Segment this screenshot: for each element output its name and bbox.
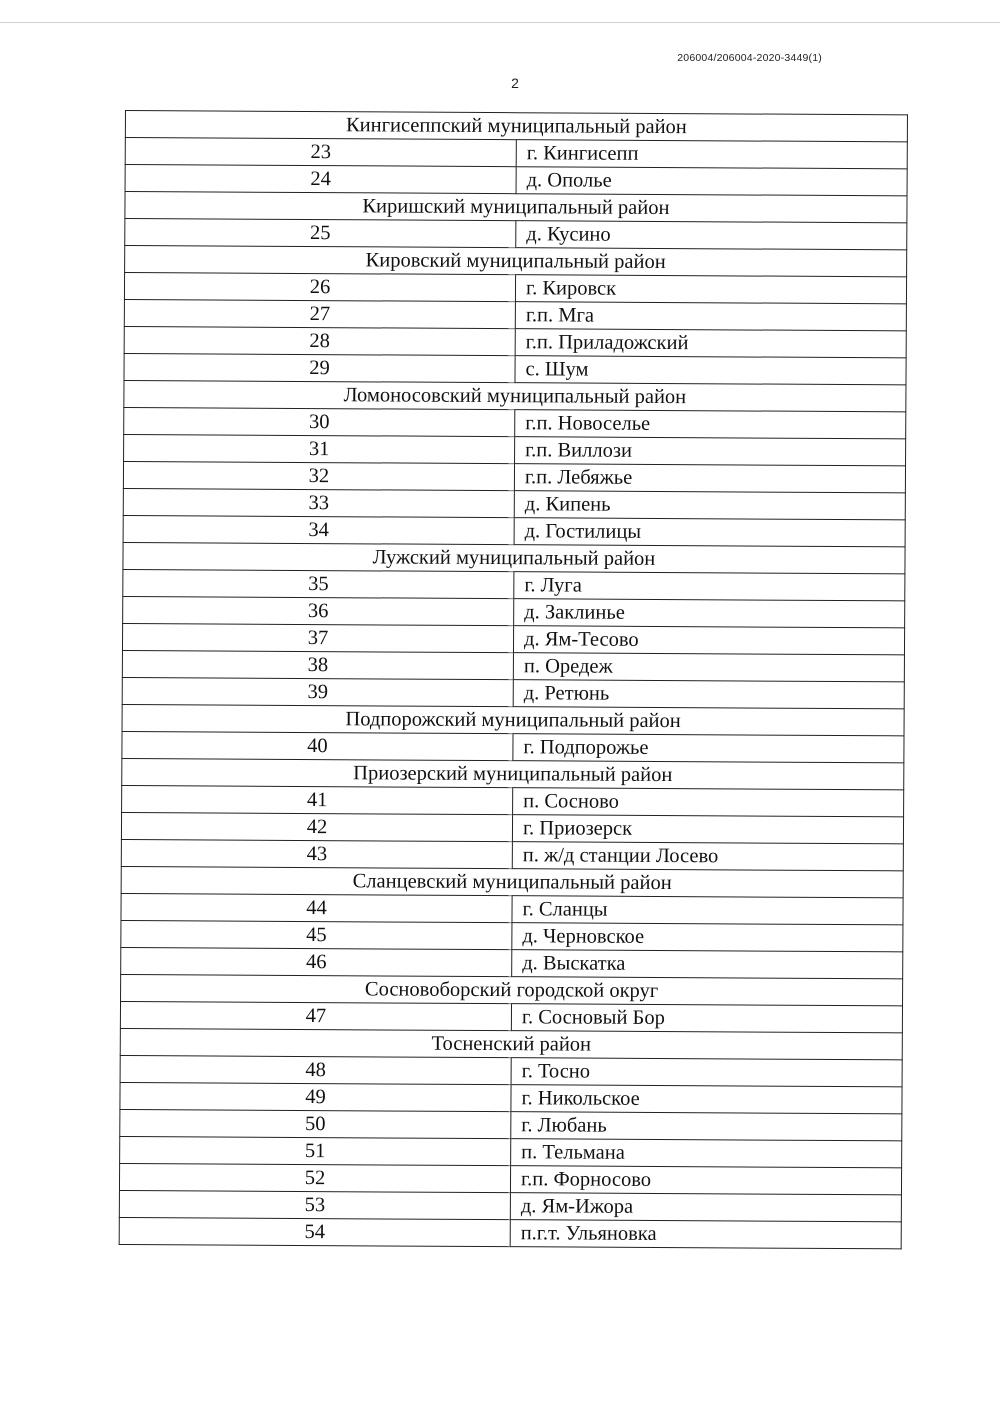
table-row xyxy=(125,138,907,169)
settlement-name: г. Тосно xyxy=(511,1058,902,1087)
settlement-name: г.п. Лебяжье xyxy=(514,464,905,493)
table-row xyxy=(120,1136,902,1167)
settlement-name: п. ж/д станции Лосево xyxy=(512,842,903,871)
settlement-name: д. Черновское xyxy=(512,923,903,952)
row-number: 33 xyxy=(123,488,514,517)
row-number: 28 xyxy=(124,326,515,355)
district-name: Кировский муниципальный район xyxy=(125,246,907,277)
table-row xyxy=(119,1163,901,1194)
row-number: 32 xyxy=(123,461,514,490)
district-name: Сосновоборский городской округ xyxy=(121,974,903,1005)
table-row xyxy=(120,1055,902,1086)
row-number: 43 xyxy=(121,839,512,868)
row-number: 50 xyxy=(120,1109,511,1138)
district-name: Приозерский муниципальный район xyxy=(122,758,904,789)
row-number: 41 xyxy=(122,785,513,814)
settlement-name: д. Гостилицы xyxy=(514,518,905,547)
settlement-name: г. Никольское xyxy=(511,1085,902,1114)
row-number: 45 xyxy=(121,920,512,949)
district-name: Лужский муниципальный район xyxy=(123,542,905,573)
row-number: 47 xyxy=(120,1001,511,1030)
row-number: 40 xyxy=(122,731,513,760)
row-number: 44 xyxy=(121,893,512,922)
settlement-name: г.п. Мга xyxy=(515,302,906,331)
row-number: 29 xyxy=(124,353,515,382)
table-row xyxy=(122,785,904,816)
settlement-name: г. Кировск xyxy=(515,275,906,304)
district-header-row xyxy=(121,866,903,897)
settlements-table-body xyxy=(119,111,907,1249)
row-number: 53 xyxy=(119,1190,510,1219)
document-id: 206004/206004-2020-3449(1) xyxy=(677,52,822,64)
settlements-table xyxy=(119,110,908,1249)
row-number: 30 xyxy=(124,407,515,436)
row-number: 46 xyxy=(121,947,512,976)
settlement-name: п. Тельмана xyxy=(511,1139,902,1168)
top-divider xyxy=(0,22,1000,23)
table-row xyxy=(121,893,903,924)
row-number: 38 xyxy=(122,650,513,679)
row-number: 49 xyxy=(120,1082,511,1111)
row-number: 48 xyxy=(120,1055,511,1084)
row-number: 42 xyxy=(121,812,512,841)
row-number: 26 xyxy=(124,273,515,302)
settlement-name: д. Кипень xyxy=(514,491,905,520)
settlement-name: п.г.т. Ульяновка xyxy=(510,1220,901,1249)
district-header-row xyxy=(122,704,904,735)
settlement-name: д. Ям-Тесово xyxy=(513,626,904,655)
page-number: 2 xyxy=(511,75,519,91)
row-number: 39 xyxy=(122,677,513,706)
table-row xyxy=(121,947,903,978)
settlement-name: д. Ям-Ижора xyxy=(510,1193,901,1222)
row-number: 51 xyxy=(120,1136,511,1165)
table-row xyxy=(122,731,904,762)
row-number: 36 xyxy=(123,596,514,625)
district-name: Кингисеппский муниципальный район xyxy=(125,111,907,142)
district-header-row xyxy=(125,192,907,223)
settlement-name: г. Кингисепп xyxy=(516,140,907,169)
table-row xyxy=(120,1001,902,1032)
settlement-name: г. Любань xyxy=(511,1112,902,1141)
settlement-name: п. Сосново xyxy=(513,788,904,817)
row-number: 23 xyxy=(125,138,516,167)
district-header-row xyxy=(120,1028,902,1059)
table-row xyxy=(121,920,903,951)
settlement-name: д. Заклинье xyxy=(514,599,905,628)
row-number: 24 xyxy=(125,165,516,194)
table-row xyxy=(121,839,903,870)
row-number: 31 xyxy=(124,434,515,463)
district-name: Сланцевский муниципальный район xyxy=(121,866,903,897)
settlement-name: г.п. Приладожский xyxy=(515,329,906,358)
row-number: 52 xyxy=(119,1163,510,1192)
district-header-row xyxy=(121,974,903,1005)
settlement-name: г.п. Форносово xyxy=(510,1166,901,1195)
district-header-row xyxy=(125,111,907,142)
settlement-name: г. Сосновый Бор xyxy=(511,1004,902,1033)
settlement-name: г. Подпорожье xyxy=(513,734,904,763)
settlement-name: д. Ретюнь xyxy=(513,680,904,709)
settlement-name: г. Луга xyxy=(514,572,905,601)
district-name: Киришский муниципальный район xyxy=(125,192,907,223)
table-row xyxy=(120,1109,902,1140)
row-number: 35 xyxy=(123,569,514,598)
row-number: 34 xyxy=(123,515,514,544)
settlement-name: д. Выскатка xyxy=(512,950,903,979)
table-row xyxy=(119,1190,901,1221)
table-row xyxy=(120,1082,902,1113)
settlement-name: п. Оредеж xyxy=(513,653,904,682)
row-number: 25 xyxy=(125,219,516,248)
settlement-name: г. Приозерск xyxy=(512,815,903,844)
district-header-row xyxy=(122,758,904,789)
settlement-name: д. Кусино xyxy=(516,221,907,250)
row-number: 27 xyxy=(124,299,515,328)
table-row xyxy=(125,165,907,196)
settlement-name: с. Шум xyxy=(515,356,906,385)
row-number: 54 xyxy=(119,1217,510,1246)
district-name: Тосненский район xyxy=(120,1028,902,1059)
district-name: Подпорожский муниципальный район xyxy=(122,704,904,735)
table-row xyxy=(121,812,903,843)
settlement-name: г. Сланцы xyxy=(512,896,903,925)
table-row xyxy=(122,677,904,708)
district-name: Ломоносовский муниципальный район xyxy=(124,380,906,411)
settlement-name: д. Ополье xyxy=(516,167,907,196)
row-number: 37 xyxy=(122,623,513,652)
settlement-name: г.п. Виллози xyxy=(515,437,906,466)
table-row xyxy=(119,1217,901,1248)
settlement-name: г.п. Новоселье xyxy=(515,410,906,439)
